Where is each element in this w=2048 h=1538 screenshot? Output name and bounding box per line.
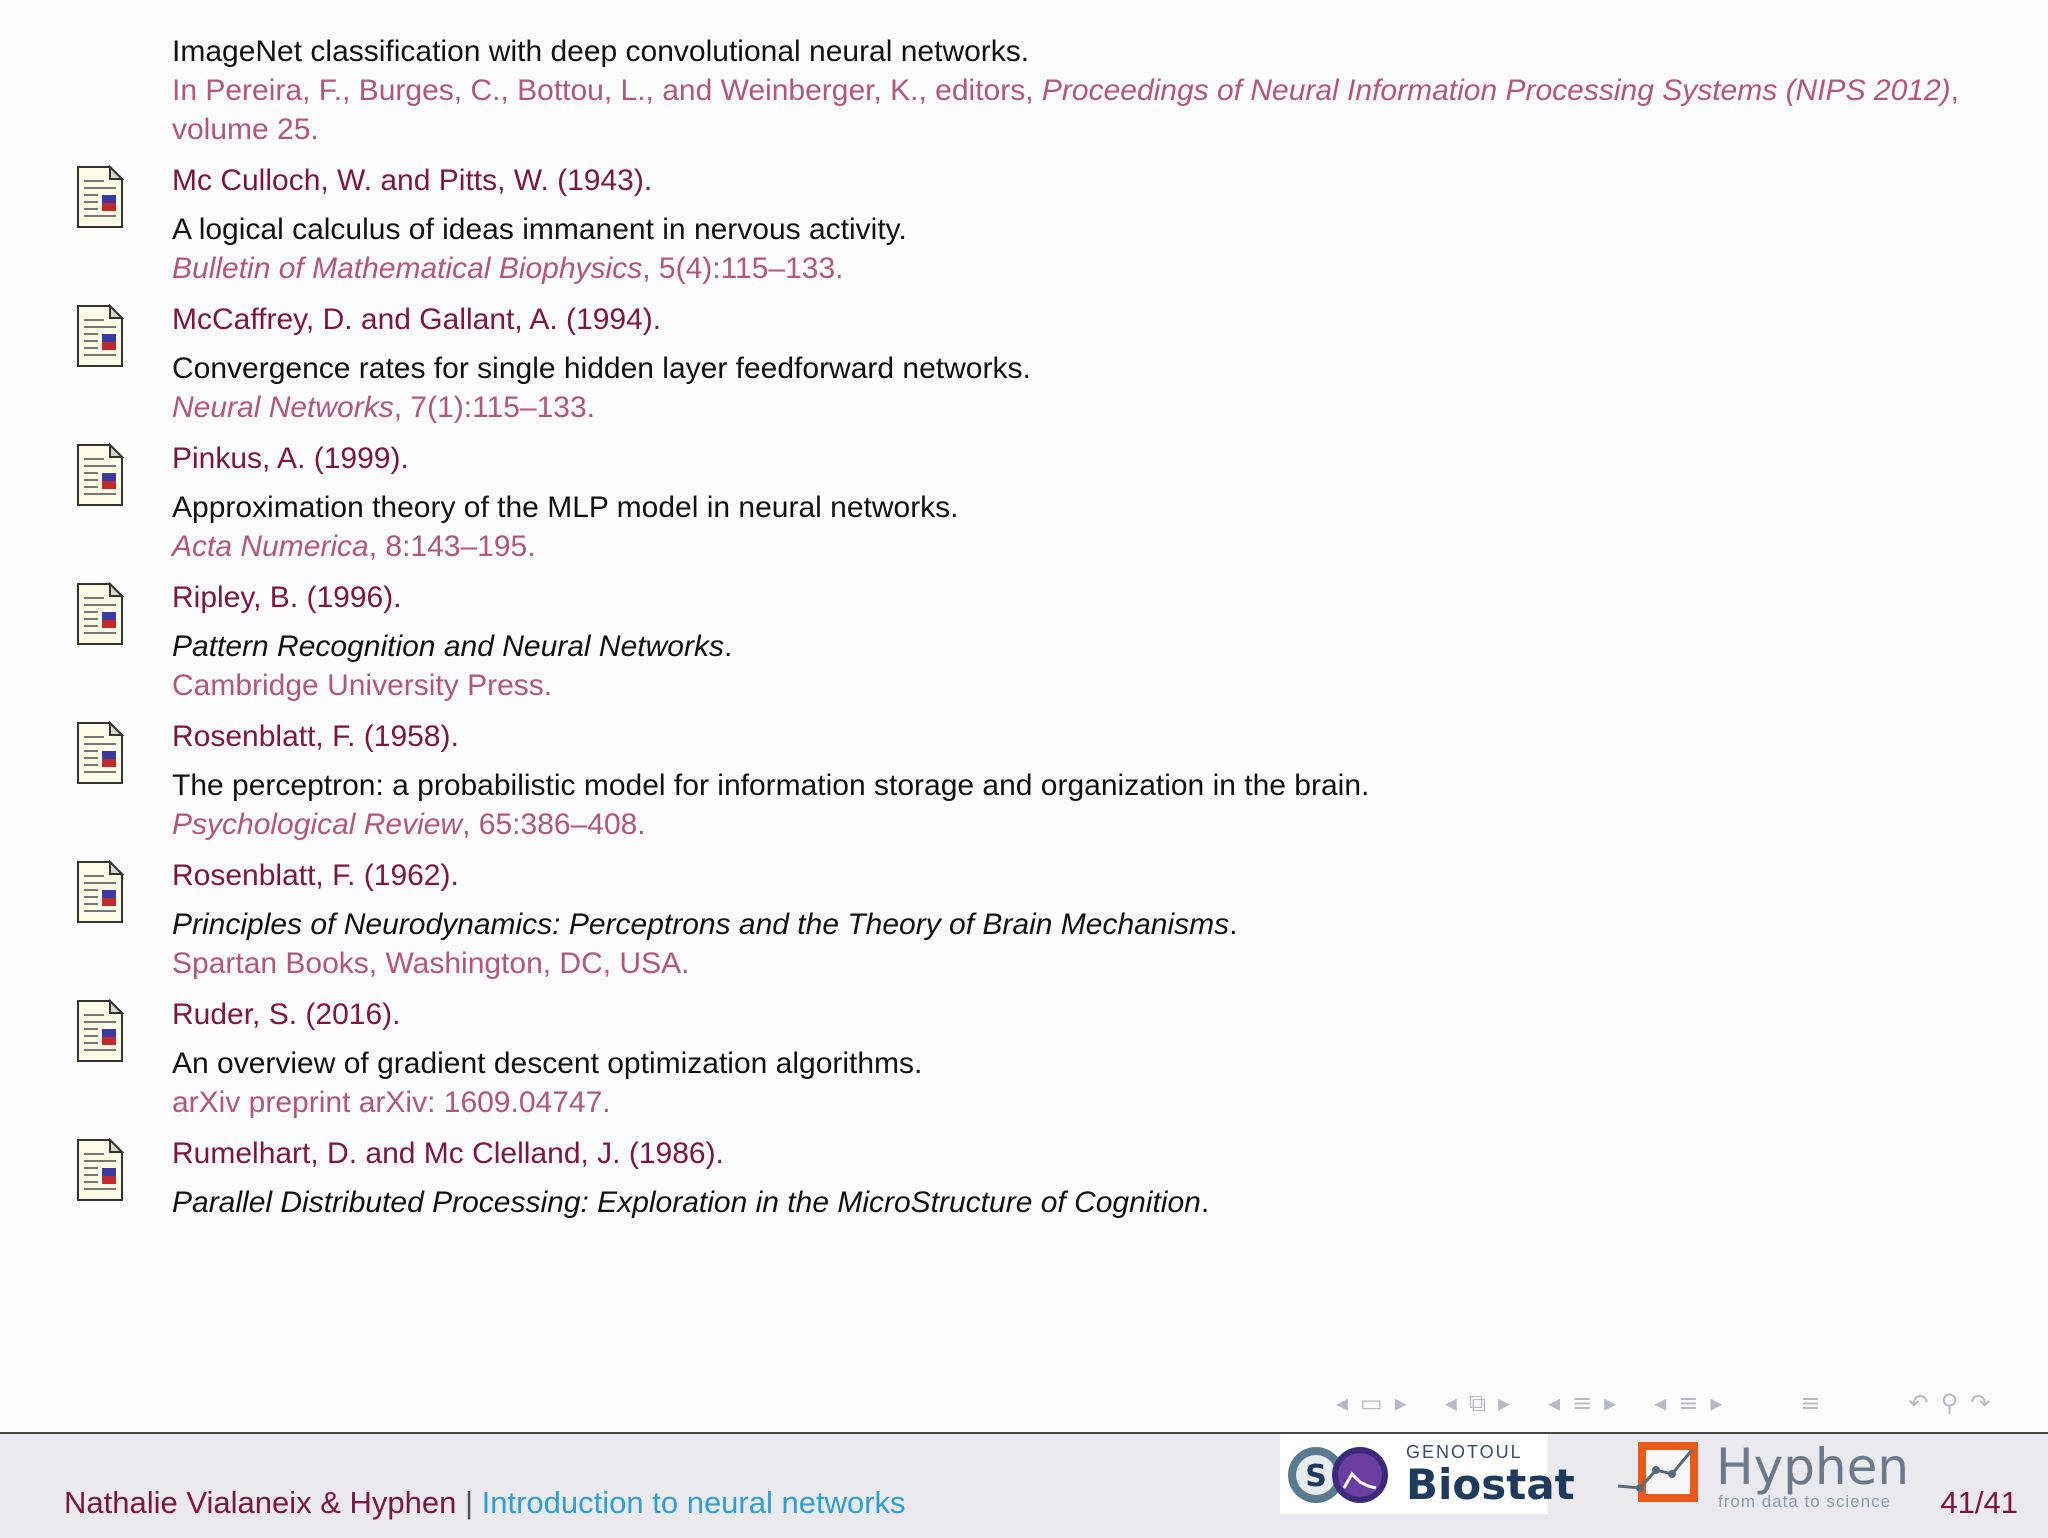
biostat-logo-big-text: Biostat: [1406, 1460, 1575, 1509]
reference-venue: [172, 527, 2012, 566]
reference-venue: [172, 944, 2012, 983]
article-icon: [76, 304, 124, 368]
reference-venue-details: , 8:143–195.: [368, 530, 536, 563]
nav-forward-icon[interactable]: ↷: [1970, 1389, 1991, 1417]
reference-title-suffix: .: [723, 630, 733, 663]
reference-authors[interactable]: Rosenblatt, F. (1958).: [172, 720, 459, 753]
reference-entry: [0, 0, 2048, 149]
article-icon: [76, 165, 124, 229]
article-icon: [76, 999, 124, 1063]
reference-entry: [0, 161, 2048, 288]
reference-venue-details: , 7(1):115–133.: [393, 391, 595, 424]
reference-venue-journal: Proceedings of Neural Information Processing Systems (NIPS 2012): [1041, 74, 1951, 107]
reference-authors[interactable]: Rosenblatt, F. (1962).: [172, 859, 459, 892]
hyphen-logo-small-text: from data to science: [1718, 1492, 1892, 1511]
reference-title: [172, 1044, 2048, 1083]
reference-venue-text: Spartan Books, Washington, DC, USA.: [172, 947, 690, 980]
reference-entry: [0, 300, 2048, 427]
reference-venue-text: arXiv preprint arXiv: 1609.04747.: [172, 1086, 611, 1119]
reference-authors[interactable]: Ruder, S. (2016).: [172, 998, 401, 1031]
reference-title-text: ImageNet classification with deep convolutional neural networks.: [172, 35, 1030, 68]
nav-right-icon[interactable]: ▸: [1497, 1389, 1511, 1417]
svg-text:S: S: [1305, 1459, 1327, 1494]
nav-left-icon[interactable]: ◂: [1336, 1389, 1349, 1417]
reference-title: [172, 627, 2048, 666]
reference-venue: [172, 71, 2012, 149]
reference-title-text: The perceptron: a probabilistic model for information storage and organization in the brain.: [172, 769, 1370, 802]
reference-title-suffix: .: [1200, 1186, 1210, 1219]
nav-toc-icon[interactable]: ≡: [1800, 1389, 1821, 1417]
reference-authors[interactable]: Pinkus, A. (1999).: [172, 442, 409, 475]
nav-left-icon[interactable]: ◂: [1654, 1389, 1667, 1417]
nav-section-icon[interactable]: ≡: [1572, 1389, 1593, 1417]
reference-venue-text: Cambridge University Press.: [172, 669, 553, 702]
reference-entry: [0, 439, 2048, 566]
nav-back-icon[interactable]: ↶: [1908, 1389, 1929, 1417]
biostat-logo-small-text: GENOTOUL: [1406, 1442, 1523, 1462]
nav-left-icon[interactable]: ◂: [1548, 1389, 1561, 1417]
reference-title-text: Principles of Neurodynamics: Perceptrons and the Theory of Brain Mechanisms: [172, 908, 1230, 941]
reference-title-text: An overview of gradient descent optimization algorithms.: [172, 1047, 923, 1080]
reference-entry: [0, 995, 2048, 1122]
nav-right-icon[interactable]: ▸: [1710, 1389, 1723, 1417]
reference-title: [172, 32, 2048, 71]
reference-title-text: Convergence rates for single hidden layer feedforward networks.: [172, 352, 1031, 385]
reference-venue: [172, 388, 2012, 427]
reference-entry: [0, 1134, 2048, 1222]
nav-subsection-icon[interactable]: ⧉: [1468, 1389, 1486, 1417]
hyphen-logo: [1616, 1436, 1910, 1516]
hyphen-logo-graphic: [1616, 1436, 1716, 1516]
reference-authors[interactable]: McCaffrey, D. and Gallant, A. (1994).: [172, 303, 662, 336]
reference-venue-details: , 65:386–408.: [462, 808, 646, 841]
reference-title: [172, 1183, 2048, 1222]
reference-authors[interactable]: Mc Culloch, W. and Pitts, W. (1943).: [172, 164, 653, 197]
reference-venue: [172, 666, 2012, 705]
reference-venue: [172, 805, 2012, 844]
article-icon: [76, 1138, 124, 1202]
footer-text: [64, 1483, 906, 1523]
article-icon: [76, 860, 124, 924]
hyphen-logo-big-text: Hyphen: [1716, 1438, 1910, 1496]
article-icon: [76, 721, 124, 785]
reference-title: [172, 210, 2048, 249]
reference-venue-journal: Psychological Review: [172, 808, 463, 841]
reference-venue-journal: Acta Numerica: [172, 530, 369, 563]
reference-title-text: A logical calculus of ideas immanent in nervous activity.: [172, 213, 907, 246]
genotoul-biostat-logo: [1280, 1434, 1575, 1514]
reference-venue-journal: Bulletin of Mathematical Biophysics: [172, 252, 643, 285]
reference-title: [172, 488, 2048, 527]
nav-left-icon[interactable]: ◂: [1444, 1389, 1457, 1417]
nav-search-icon[interactable]: ⚲: [1940, 1389, 1959, 1417]
reference-authors[interactable]: Ripley, B. (1996).: [172, 581, 402, 614]
footer-presentation-title: Introduction to neural networks: [481, 1485, 906, 1520]
reference-entry: [0, 856, 2048, 983]
reference-entry: [0, 717, 2048, 844]
reference-title-text: Pattern Recognition and Neural Networks: [172, 630, 724, 663]
reference-venue-details: , 5(4):115–133.: [642, 252, 844, 285]
nav-section-icon[interactable]: ≡: [1678, 1389, 1699, 1417]
nav-right-icon[interactable]: ▸: [1604, 1389, 1617, 1417]
reference-venue-text: In Pereira, F., Burges, C., Bottou, L., and Weinberger, K., editors,: [172, 74, 1042, 107]
reference-venue: [172, 1083, 2012, 1122]
reference-venue: [172, 249, 2012, 288]
article-icon: [76, 443, 124, 507]
reference-venue-journal: Neural Networks: [172, 391, 394, 424]
reference-title: [172, 349, 2048, 388]
footer-separator: |: [456, 1485, 482, 1520]
beamer-navigation-bar: [1330, 1383, 2022, 1423]
footer-author: Nathalie Vialaneix & Hyphen: [64, 1485, 457, 1520]
reference-title: [172, 766, 2048, 805]
nav-frame-icon[interactable]: ▭: [1360, 1389, 1383, 1417]
reference-title-text: Approximation theory of the MLP model in neural networks.: [172, 491, 959, 524]
reference-title-text: Parallel Distributed Processing: Exploration in the MicroStructure of Cognition: [172, 1186, 1201, 1219]
reference-entry: [0, 578, 2048, 705]
reference-venue-details: , volume 25.: [172, 74, 1959, 146]
reference-authors[interactable]: Rumelhart, D. and Mc Clelland, J. (1986).: [172, 1137, 724, 1170]
reference-title-suffix: .: [1229, 908, 1238, 941]
reference-title: [172, 905, 2048, 944]
article-icon: [76, 582, 124, 646]
page-number: 41/41: [1940, 1485, 2018, 1520]
nav-right-icon[interactable]: ▸: [1394, 1389, 1407, 1417]
